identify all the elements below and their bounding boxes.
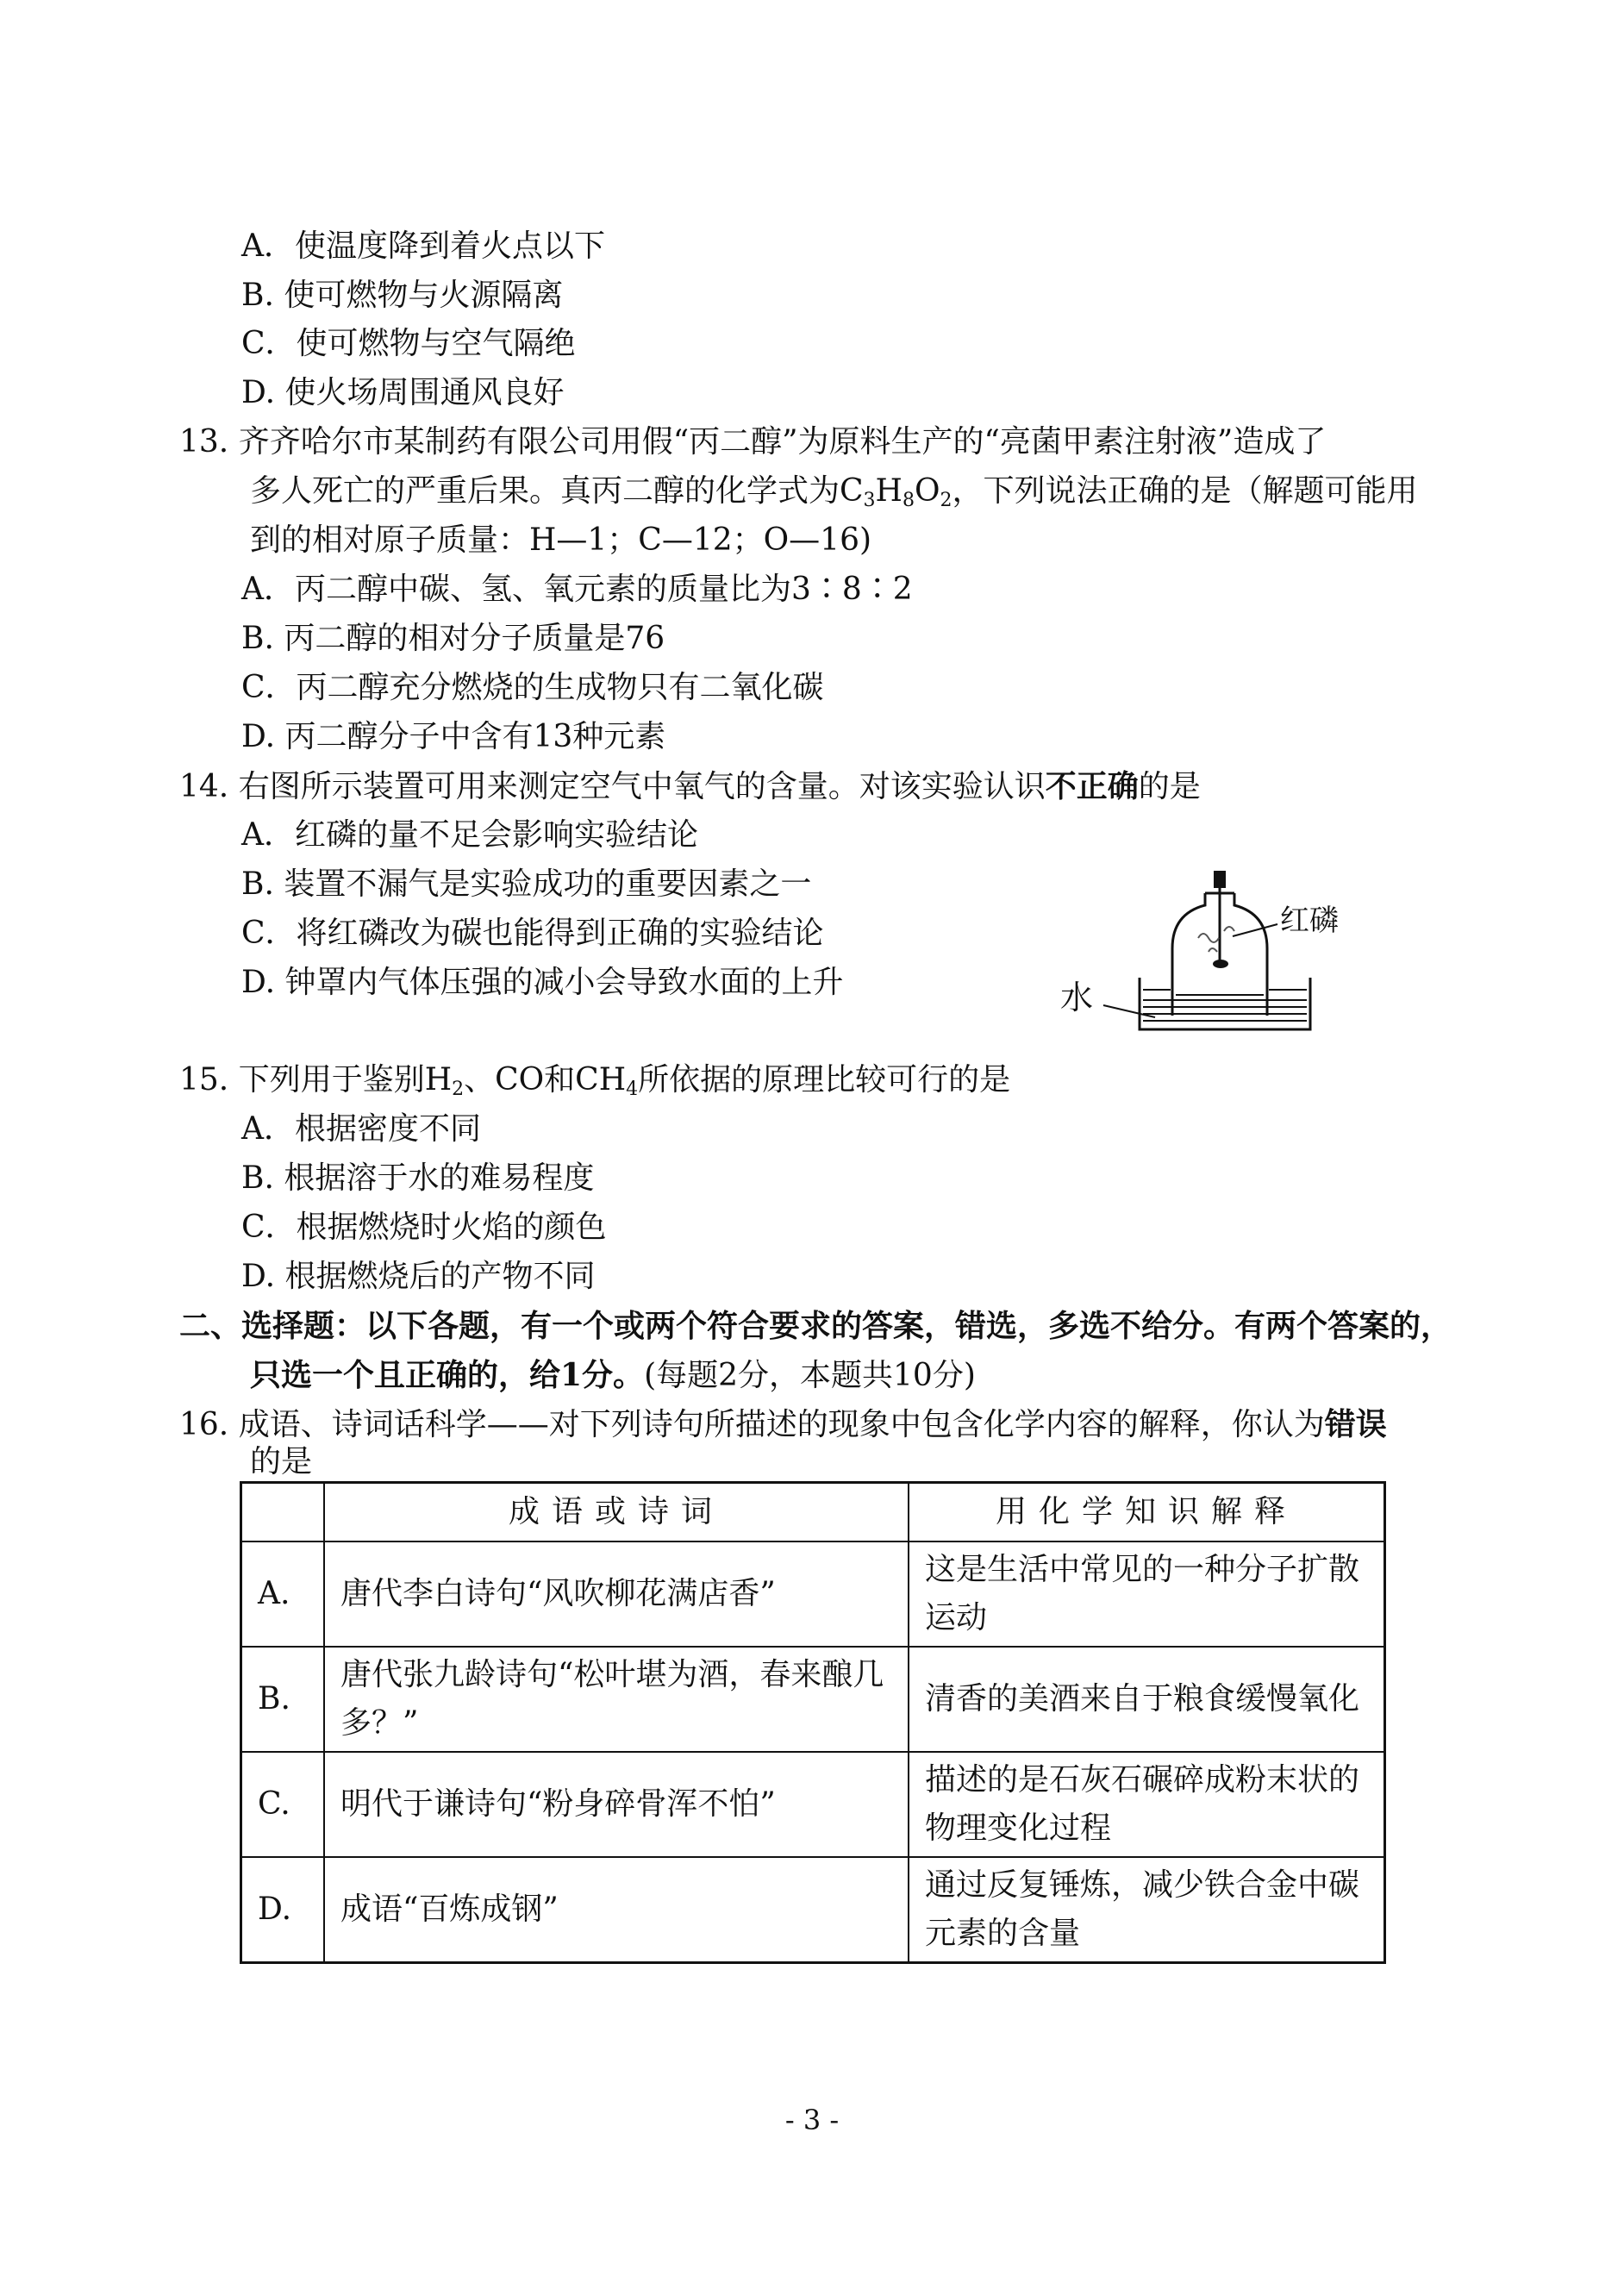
q13-option-d: D. 丙二醇分子中含有13种元素 xyxy=(241,719,666,754)
q13-text-2b: ，下列说法正确的是（解题可能用 xyxy=(952,473,1418,509)
q13-number: 13. xyxy=(179,424,229,460)
table-cell: 清香的美酒来自于粮食缓慢氧化 xyxy=(909,1647,1385,1752)
q16-table xyxy=(240,1481,1386,1964)
q13-stem-line1 xyxy=(179,418,1326,466)
q12-option-a: A．使温度降到着火点以下 xyxy=(241,228,605,264)
q14-option-b: B. 装置不漏气是实验成功的重要因素之一 xyxy=(241,866,812,902)
q13-sub-o: 2 xyxy=(940,490,953,511)
table-header-row xyxy=(241,1483,1385,1542)
q14-number: 14. xyxy=(179,769,229,804)
table-cell: 明代于谦诗句“粉身碎骨浑不怕” xyxy=(324,1752,909,1857)
q13-option-b: B. 丙二醇的相对分子质量是76 xyxy=(241,621,665,656)
q16-number: 16. xyxy=(179,1407,229,1442)
table-row xyxy=(241,1752,1385,1857)
table-header-cell: 用化学知识解释 xyxy=(909,1483,1385,1542)
q14-stem xyxy=(179,762,1201,811)
q15-sub-h2: 2 xyxy=(452,1079,465,1100)
q16-stem-line2: 的是 xyxy=(250,1444,313,1479)
q15-option-c: C．根据燃烧时火焰的颜色 xyxy=(241,1210,607,1245)
section2-heading-line2 xyxy=(250,1351,976,1400)
q13-h-label: H xyxy=(875,473,903,509)
table-cell: 唐代李白诗句“风吹柳花满店香” xyxy=(324,1541,909,1647)
table-row xyxy=(241,1541,1385,1647)
table-cell: C. xyxy=(241,1752,325,1857)
q15-option-b: B. 根据溶于水的难易程度 xyxy=(241,1160,595,1196)
table-cell: 通过反复锤炼，减少铁合金中碳元素的含量 xyxy=(909,1857,1385,1963)
q15-text-a: 下列用于鉴别H xyxy=(238,1062,453,1097)
section2-normal: (每题2分，本题共10分) xyxy=(644,1358,976,1393)
q15-text-b: 、CO和CH xyxy=(464,1062,627,1097)
q14-option-d: D. 钟罩内气体压强的减小会导致水面的上升 xyxy=(241,965,844,1000)
q14-text-a: 右图所示装置可用来测定空气中氧气的含量。对该实验认识 xyxy=(238,769,1046,804)
q13-text-2a: 多人死亡的严重后果。真丙二醇的化学式为C xyxy=(250,473,864,509)
q16-stem-line1 xyxy=(179,1400,1387,1449)
q13-stem-line2 xyxy=(250,467,1417,516)
bell-jar-diagram xyxy=(1060,869,1396,1033)
q13-sub-h: 8 xyxy=(902,490,915,511)
q13-text-1: 齐齐哈尔市某制药有限公司用假“丙二醇”为原料生产的“亮菌甲素注射液”造成了 xyxy=(238,424,1327,460)
q15-sub-ch4: 4 xyxy=(626,1079,639,1100)
table-cell: 这是生活中常见的一种分子扩散运动 xyxy=(909,1541,1385,1647)
section2-bold: 只选一个且正确的，给1分。 xyxy=(250,1357,645,1393)
label-water: 水 xyxy=(1060,979,1094,1016)
section2-heading-line1: 二、选择题：以下各题，有一个或两个符合要求的答案，错选，多选不给分。有两个答案的， xyxy=(179,1308,1452,1344)
table-cell: A. xyxy=(241,1541,325,1647)
q12-option-d: D. 使火场周围通风良好 xyxy=(241,375,565,410)
q15-option-d: D. 根据燃烧后的产物不同 xyxy=(241,1259,596,1294)
table-header-cell: 成语或诗词 xyxy=(324,1483,909,1542)
q13-option-c: C．丙二醇充分燃烧的生成物只有二氧化碳 xyxy=(241,670,824,705)
q13-option-a: A．丙二醇中碳、氢、氧元素的质量比为3∶8∶2 xyxy=(241,572,913,607)
table-row xyxy=(241,1647,1385,1752)
q16-text: 成语、诗词话科学——对下列诗句所描述的现象中包含化学内容的解释，你认为 xyxy=(238,1407,1325,1442)
q13-stem-line3: 到的相对原子质量：H—1；C—12；O—16) xyxy=(250,522,872,558)
label-red-phosphorus: 红磷 xyxy=(1280,904,1339,938)
q14-option-a: A．红磷的量不足会影响实验结论 xyxy=(241,817,698,853)
q14-text-bold: 不正确 xyxy=(1045,768,1139,804)
q15-option-a: A．根据密度不同 xyxy=(241,1111,481,1147)
q15-text-c: 所依据的原理比较可行的是 xyxy=(638,1062,1011,1097)
table-cell: 唐代张九龄诗句“松叶堪为酒，春来酿几多？” xyxy=(324,1647,909,1752)
table-cell: D. xyxy=(241,1857,325,1963)
q12-option-c: C．使可燃物与空气隔绝 xyxy=(241,326,576,361)
table-cell: 成语“百炼成钢” xyxy=(324,1857,909,1963)
table-row xyxy=(241,1857,1385,1963)
table-cell: 描述的是石灰石碾碎成粉末状的物理变化过程 xyxy=(909,1752,1385,1857)
q15-stem xyxy=(179,1056,1010,1104)
q13-sub-c: 3 xyxy=(863,490,876,511)
q14-option-c: C．将红磷改为碳也能得到正确的实验结论 xyxy=(241,916,824,951)
table-cell: B. xyxy=(241,1647,325,1752)
q16-text-bold: 错误 xyxy=(1324,1406,1387,1442)
q14-text-b: 的是 xyxy=(1138,769,1201,804)
q15-number: 15. xyxy=(179,1062,229,1097)
q13-o-label: O xyxy=(914,473,940,509)
table-header-cell xyxy=(241,1483,325,1542)
apparatus-figure xyxy=(1060,869,1396,1033)
q12-option-b: B. 使可燃物与火源隔离 xyxy=(241,278,564,313)
page-number: - 3 - xyxy=(784,2104,840,2136)
